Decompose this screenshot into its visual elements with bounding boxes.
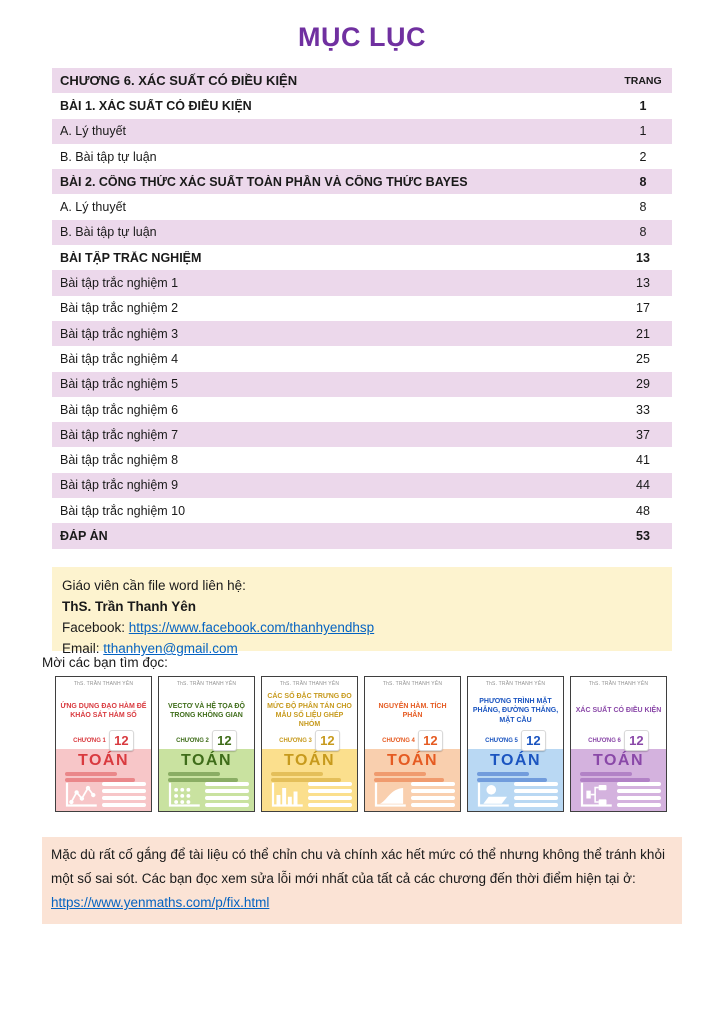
contact-box (52, 567, 672, 656)
toc-entry-label: Bài tập trắc nghiệm 5 (60, 377, 179, 392)
line-chart-icon (63, 781, 99, 809)
cover-footer (269, 783, 352, 809)
tree-diagram-icon (578, 781, 614, 809)
toc-entry-page: 8 (639, 174, 647, 189)
cover-subject: TOÁN (180, 752, 233, 769)
book-cover (364, 676, 461, 812)
grade-badge: 12 (418, 730, 443, 751)
cover-subtitle-bar (271, 772, 323, 776)
toc-entry-page: 41 (636, 453, 650, 468)
toc-row (52, 144, 672, 169)
toc-row (52, 119, 672, 144)
book-cover (158, 676, 255, 812)
cover-chapter-label: CHƯƠNG 2 (176, 737, 209, 744)
email-link[interactable]: tthanhyen@gmail.com (103, 641, 238, 656)
cover-footer (63, 783, 146, 809)
toc-entry-label: BÀI 1. XÁC SUẤT CÓ ĐIỀU KIỆN (60, 98, 252, 113)
cover-author: ThS. TRẦN THANH YÊN (485, 681, 546, 687)
cover-author: ThS. TRẦN THANH YÊN (588, 681, 649, 687)
toc-chapter-title: CHƯƠNG 6. XÁC SUẤT CÓ ĐIỀU KIỆN (60, 73, 298, 89)
contact-intro: Giáo viên cần file word liên hệ: (62, 578, 246, 593)
area-curve-icon (372, 781, 408, 809)
toc-entry-page: 2 (639, 149, 647, 164)
cover-subject: TOÁN (77, 752, 130, 769)
dot-grid-icon (166, 781, 202, 809)
cover-chapter-row (571, 730, 666, 751)
toc-entry-page: 8 (639, 225, 647, 240)
toc-entry-label: Bài tập trắc nghiệm 2 (60, 301, 179, 316)
cover-subject: TOÁN (592, 752, 645, 769)
toc-rows-container (52, 93, 672, 548)
toc-entry-page: 25 (636, 351, 650, 366)
toc-row (52, 473, 672, 498)
toc-entry-page: 29 (636, 377, 650, 392)
toc-entry-page: 44 (636, 478, 650, 493)
facebook-label: Facebook: (62, 620, 129, 635)
cover-bullet-pills (205, 782, 249, 810)
cover-author: ThS. TRẦN THANH YÊN (176, 681, 237, 687)
toc-entry-label: A. Lý thuyết (60, 124, 127, 139)
toc-entry-page: 1 (639, 124, 647, 139)
cover-bullet-pills (308, 782, 352, 810)
cover-chapter-row (468, 730, 563, 751)
cover-author: ThS. TRẦN THANH YÊN (73, 681, 134, 687)
toc-entry-label: BÀI 2. CÔNG THỨC XÁC SUẤT TOÀN PHẦN VÀ CÔNG THỨC BAYES (60, 174, 468, 189)
cover-subtitle-bar (580, 772, 632, 776)
cover-title: NGUYÊN HÀM. TÍCH PHÂN (378, 702, 447, 719)
cover-chapter-row (159, 730, 254, 751)
grade-badge: 12 (315, 730, 340, 751)
toc-row (52, 93, 672, 118)
toc-entry-label: Bài tập trắc nghiệm 8 (60, 453, 179, 468)
cover-subtitle-bar (65, 772, 117, 776)
cover-chapter-label: CHƯƠNG 5 (485, 737, 518, 744)
cover-title: CÁC SỐ ĐẶC TRƯNG ĐO MỨC ĐỘ PHÂN TÁN CHO MẪU SỐ LIỆU GHÉP NHÓM (267, 693, 352, 729)
toc-row (52, 372, 672, 397)
book-cover (55, 676, 152, 812)
cover-subtitle-bar (168, 772, 220, 776)
toc-entry-label: BÀI TẬP TRẮC NGHIỆM (60, 250, 202, 265)
toc-entry-page: 13 (636, 276, 650, 291)
grade-badge: 12 (212, 730, 237, 751)
errata-box (42, 837, 682, 924)
grade-badge: 12 (109, 730, 134, 751)
cover-title: PHƯƠNG TRÌNH MẶT PHẲNG, ĐƯỜNG THẲNG, MẶT CẦU (472, 697, 559, 724)
toc-entry-label: Bài tập trắc nghiệm 1 (60, 276, 179, 291)
toc-entry-page: 21 (636, 326, 650, 341)
toc-entry-label: Bài tập trắc nghiệm 7 (60, 427, 179, 442)
toc-row (52, 346, 672, 371)
contact-name: ThS. Trần Thanh Yên (62, 599, 197, 614)
toc-entry-label: ĐÁP ÁN (60, 528, 108, 543)
toc-row (52, 245, 672, 270)
toc-row (52, 397, 672, 422)
cover-author: ThS. TRẦN THANH YÊN (279, 681, 340, 687)
cover-bullet-pills (411, 782, 455, 810)
toc-row (52, 523, 672, 548)
grade-badge: 12 (624, 730, 649, 751)
toc-row (52, 422, 672, 447)
toc-entry-label: Bài tập trắc nghiệm 3 (60, 326, 179, 341)
cover-bullet-pills (514, 782, 558, 810)
toc-row (52, 296, 672, 321)
cover-footer (578, 783, 661, 809)
toc-row (52, 498, 672, 523)
book-cover (570, 676, 667, 812)
bar-chart-icon (269, 781, 305, 809)
toc-row (52, 194, 672, 219)
cover-subject: TOÁN (283, 752, 336, 769)
toc-entry-label: Bài tập trắc nghiệm 4 (60, 351, 179, 366)
toc-row (52, 220, 672, 245)
toc-entry-page: 37 (636, 427, 650, 442)
cover-footer (475, 783, 558, 809)
toc-entry-page: 48 (636, 503, 650, 518)
toc-entry-page: 33 (636, 402, 650, 417)
page-title: MỤC LỤC (298, 22, 426, 52)
toc-entry-page: 13 (636, 250, 650, 265)
cover-author: ThS. TRẦN THANH YÊN (382, 681, 443, 687)
toc-header-row (52, 68, 672, 93)
invite-text: Mời các bạn tìm đọc: (42, 655, 168, 670)
toc-entry-label: A. Lý thuyết (60, 200, 127, 215)
email-label: Email: (62, 641, 104, 656)
toc-entry-page: 53 (636, 528, 650, 543)
toc-page-column-header: TRANG (624, 74, 662, 87)
book-covers-row (55, 676, 667, 812)
cover-subtitle-bar (477, 772, 529, 776)
facebook-link[interactable]: https://www.facebook.com/thanhyendhsp (128, 620, 375, 635)
cover-chapter-label: CHƯƠNG 4 (382, 737, 415, 744)
cover-chapter-row (56, 730, 151, 751)
cover-title: XÁC SUẤT CÓ ĐIỀU KIỆN (575, 707, 662, 715)
cover-subject: TOÁN (386, 752, 439, 769)
cover-bullet-pills (102, 782, 146, 810)
toc-table (52, 68, 672, 549)
toc-entry-label: B. Bài tập tự luận (60, 225, 157, 240)
cover-subject: TOÁN (489, 752, 542, 769)
toc-entry-label: Bài tập trắc nghiệm 6 (60, 402, 179, 417)
grade-badge: 12 (521, 730, 546, 751)
book-cover (467, 676, 564, 812)
toc-entry-label: B. Bài tập tự luận (60, 149, 157, 164)
errata-text: Mặc dù rất cố gắng để tài liệu có thể chỉn chu và chính xác hết mức có thể nhưng không thể tránh khỏi một số sai sót. Các bạn đọc xem sửa lỗi mới nhất của tất cả các chương đến thời điểm hiện tại ở: (51, 847, 665, 886)
toc-entry-page: 1 (639, 98, 647, 113)
toc-entry-page: 17 (636, 301, 650, 316)
cover-subtitle-bar (374, 772, 426, 776)
cover-footer (372, 783, 455, 809)
cover-bullet-pills (617, 782, 661, 810)
book-cover (261, 676, 358, 812)
toc-row (52, 321, 672, 346)
cover-title: VECTƠ VÀ HỆ TỌA ĐỘ TRONG KHÔNG GIAN (168, 702, 245, 719)
toc-row (52, 270, 672, 295)
cover-footer (166, 783, 249, 809)
cover-chapter-label: CHƯƠNG 1 (73, 737, 106, 744)
cover-chapter-label: CHƯƠNG 3 (279, 737, 312, 744)
cover-chapter-row (262, 730, 357, 751)
toc-entry-label: Bài tập trắc nghiệm 9 (60, 478, 179, 493)
toc-row (52, 169, 672, 194)
toc-entry-label: Bài tập trắc nghiệm 10 (60, 503, 186, 518)
cover-chapter-label: CHƯƠNG 6 (588, 737, 621, 744)
cover-chapter-row (365, 730, 460, 751)
toc-row (52, 447, 672, 472)
cover-title: ỨNG DỤNG ĐẠO HÀM ĐỂ KHẢO SÁT HÀM SỐ (60, 702, 147, 719)
toc-entry-page: 8 (639, 200, 647, 215)
sphere-plane-icon (475, 781, 511, 809)
errata-link[interactable]: https://www.yenmaths.com/p/fix.html (51, 895, 270, 910)
